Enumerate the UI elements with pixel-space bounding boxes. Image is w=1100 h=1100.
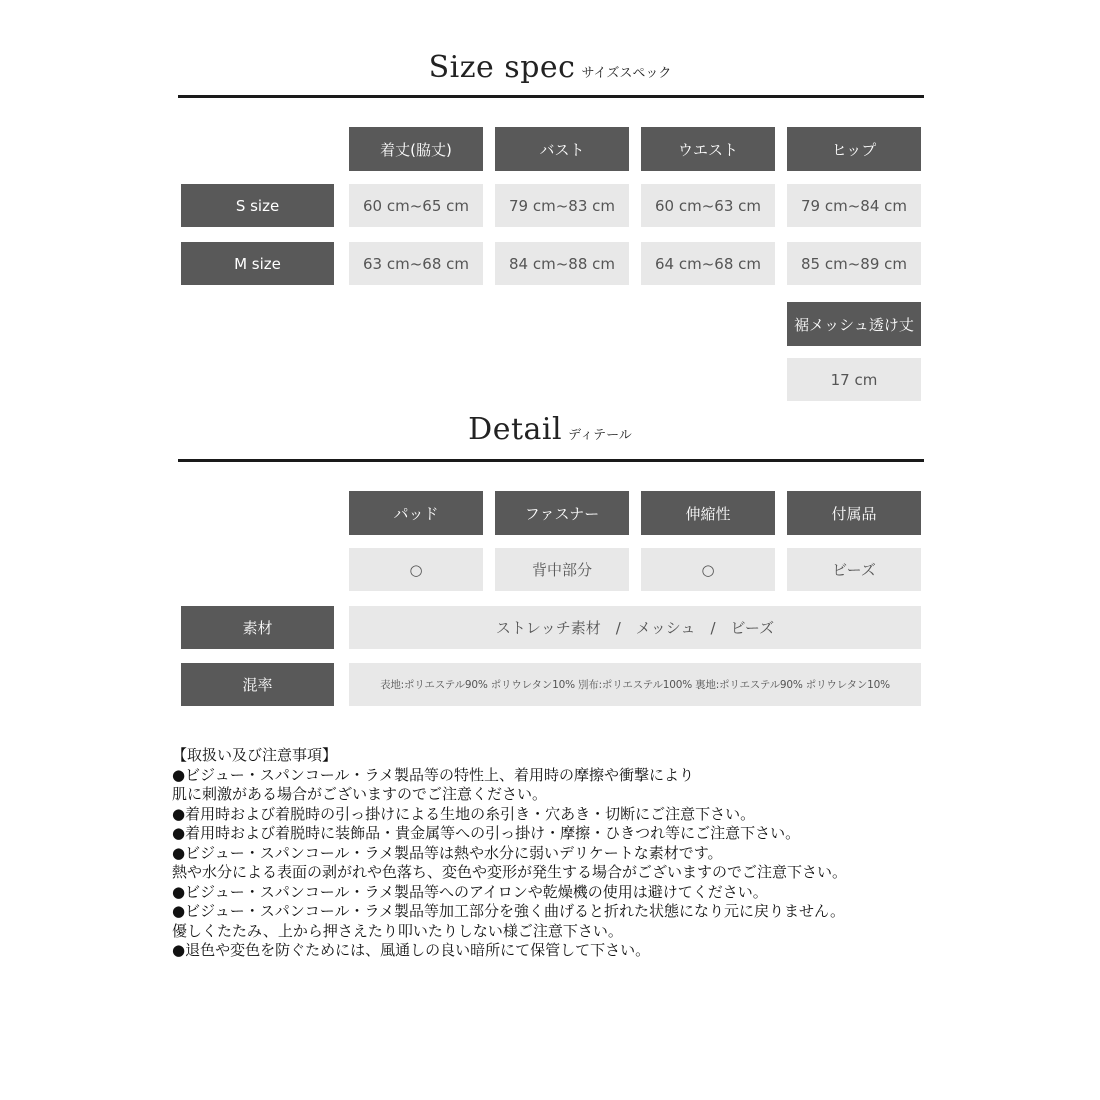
stretch-value: ○ xyxy=(641,548,775,591)
note-line: ●退色や変色を防ぐためには、風通しの良い暗所にて保管して下さい。 xyxy=(172,941,651,959)
size-header-waist: ウエスト xyxy=(641,127,775,171)
detail-heading xyxy=(0,412,1100,447)
size-header-hip: ヒップ xyxy=(787,127,921,171)
note-line: ●ビジュー・スパンコール・ラメ製品等は熱や水分に弱いデリケートな素材です。 xyxy=(172,843,723,862)
size-spec-title: Size spec xyxy=(428,50,576,85)
blend-value: 表地:ポリエステル90% ポリウレタン10% 別布:ポリエステル100% 裏地:ポリエステル90% ポリウレタン10% xyxy=(349,663,921,706)
notes-heading: 【取扱い及び注意事項】 xyxy=(172,746,338,764)
size-spec-divider xyxy=(178,95,924,98)
mesh-length-value: 17 cm xyxy=(787,358,921,401)
detail-header-zipper: ファスナー xyxy=(495,491,629,535)
pad-value: ○ xyxy=(349,548,483,591)
size-header-bust: バスト xyxy=(495,127,629,171)
material-value: ストレッチ素材 / メッシュ / ビーズ xyxy=(349,606,921,649)
note-line: ●ビジュー・スパンコール・ラメ製品等加工部分を強く曲げると折れた状態になり元に戻りません。 xyxy=(172,902,845,920)
detail-subtitle: ディテール xyxy=(568,428,632,443)
m-bust-value: 84 cm~88 cm xyxy=(495,242,629,285)
s-hip-value: 79 cm~84 cm xyxy=(787,184,921,227)
size-header-length: 着丈(脇丈) xyxy=(349,127,483,171)
row-label-m: M size xyxy=(181,242,334,285)
zipper-value: 背中部分 xyxy=(495,548,629,591)
note-line: ●着用時および着脱時に装飾品・貴金属等への引っ掛け・摩擦・ひきつれ等にご注意下さい。 xyxy=(172,824,801,842)
blend-label: 混率 xyxy=(181,663,334,706)
detail-header-accessory: 付属品 xyxy=(787,491,921,535)
note-line: ●ビジュー・スパンコール・ラメ製品等へのアイロンや乾燥機の使用は避けてください。 xyxy=(172,882,768,901)
row-label-s: S size xyxy=(181,184,334,227)
m-hip-value: 85 cm~89 cm xyxy=(787,242,921,285)
detail-title: Detail xyxy=(468,412,563,447)
detail-header-stretch: 伸縮性 xyxy=(641,491,775,535)
s-bust-value: 79 cm~83 cm xyxy=(495,184,629,227)
care-notes xyxy=(172,746,932,961)
detail-header-pad: パッド xyxy=(349,491,483,535)
note-line: ●着用時および着脱時の引っ掛けによる生地の糸引き・穴あき・切断にご注意下さい。 xyxy=(172,804,756,823)
s-waist-value: 60 cm~63 cm xyxy=(641,184,775,227)
mesh-length-header: 裾メッシュ透け丈 xyxy=(787,302,921,346)
note-line: ●ビジュー・スパンコール・ラメ製品等の特性上、着用時の摩擦や衝撃により xyxy=(172,765,695,784)
size-spec-subtitle: サイズスペック xyxy=(581,66,672,81)
note-line: 肌に刺激がある場合がございますのでご注意ください。 xyxy=(172,785,548,803)
size-spec-heading xyxy=(0,50,1100,85)
m-waist-value: 64 cm~68 cm xyxy=(641,242,775,285)
accessory-value: ビーズ xyxy=(787,548,921,591)
m-length-value: 63 cm~68 cm xyxy=(349,242,483,285)
s-length-value: 60 cm~65 cm xyxy=(349,184,483,227)
note-line: 優しくたたみ、上から押さえたり叩いたりしない様ご注意下さい。 xyxy=(172,921,623,940)
detail-divider xyxy=(178,459,924,462)
note-line: 熱や水分による表面の剥がれや色落ち、変色や変形が発生する場合がございますのでご注意下さい。 xyxy=(172,863,848,881)
material-label: 素材 xyxy=(181,606,334,649)
